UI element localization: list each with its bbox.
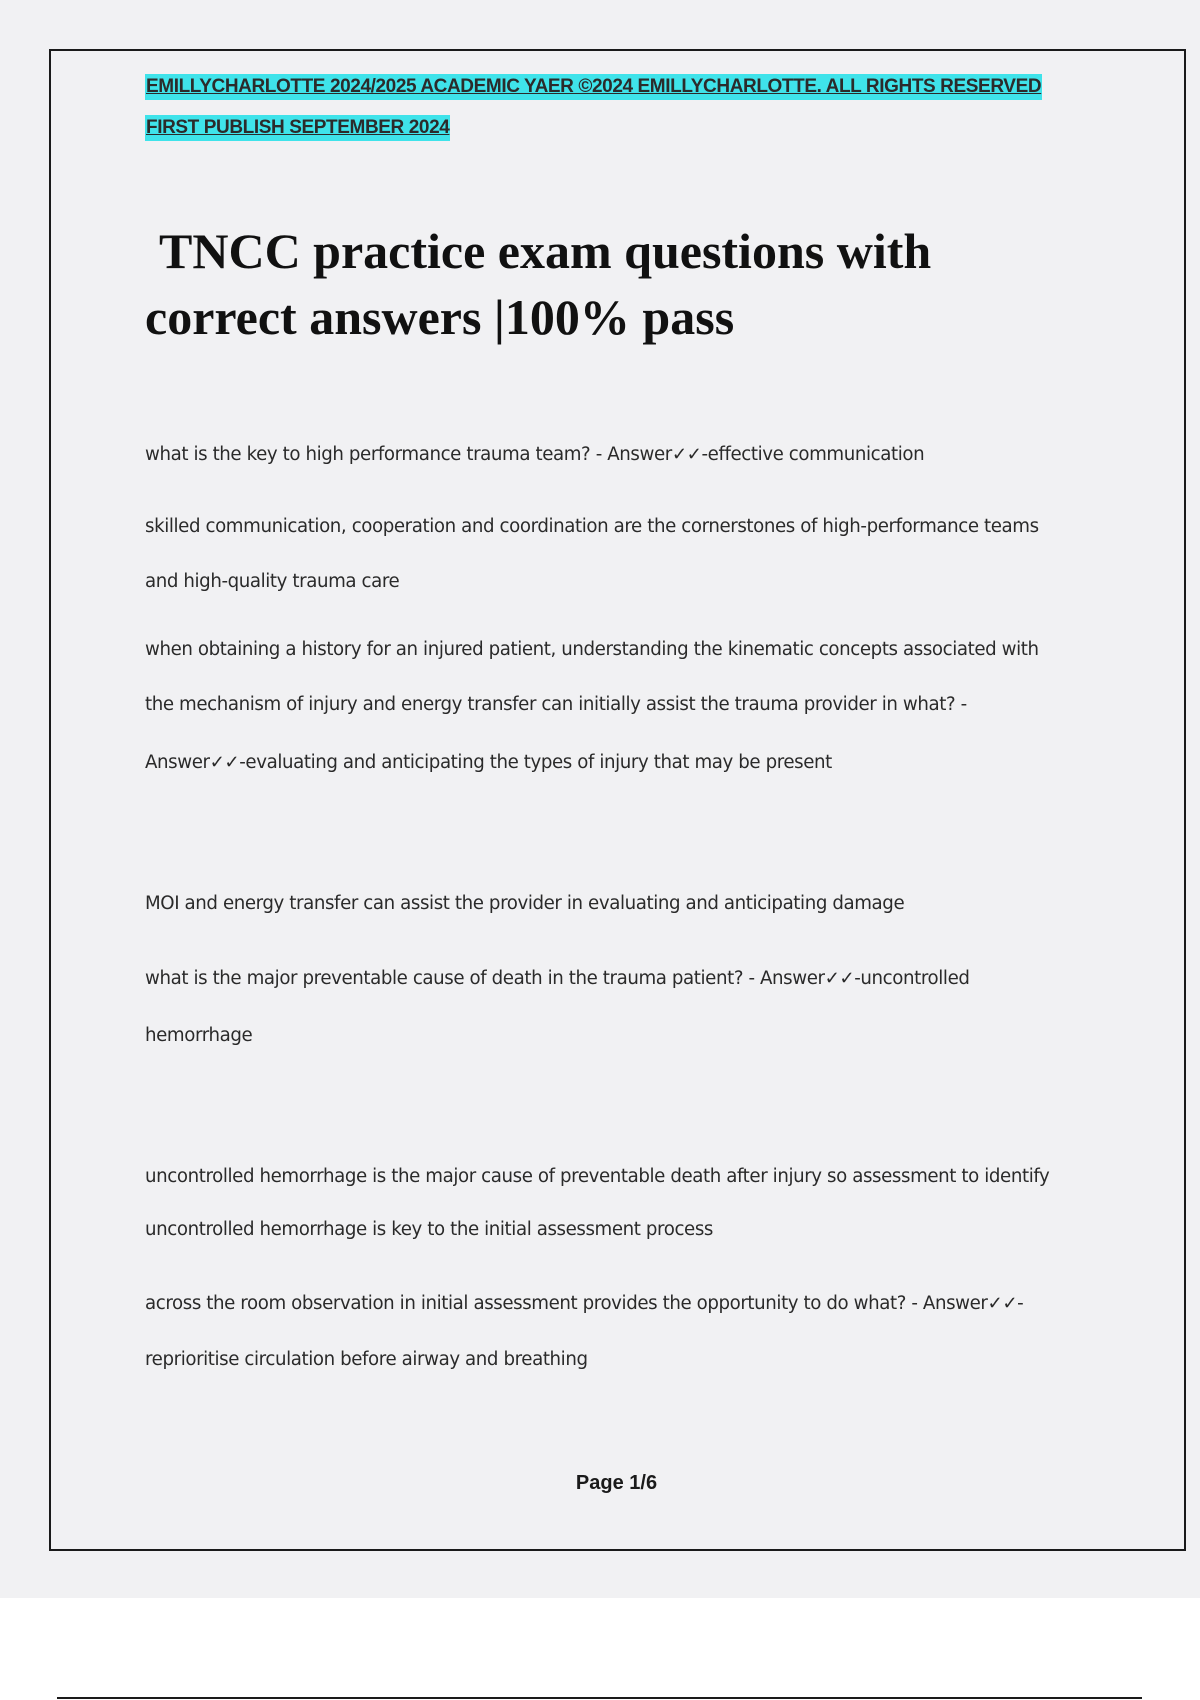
title-line-2: correct answers |100% pass	[145, 289, 735, 345]
question-4-line-1: across the room observation in initial assessment provides the opportunity to do what? - Answer✓✓-	[145, 1293, 1024, 1314]
title-line-1: TNCC practice exam questions with	[159, 223, 932, 279]
question-2-line-3: Answer✓✓-evaluating and anticipating the types of injury that may be present	[145, 752, 832, 773]
document-title	[145, 218, 1125, 350]
page-number: Page 1/6	[575, 1472, 658, 1494]
explanation-2-line-1: MOI and energy transfer can assist the provider in evaluating and anticipating damage	[145, 893, 905, 914]
question-2-line-2: the mechanism of injury and energy transfer can initially assist the trauma provider in what? -	[145, 694, 967, 715]
question-1-line-1: what is the key to high performance trauma team? - Answer✓✓-effective communication	[145, 444, 925, 465]
next-page-top-border	[57, 1697, 1142, 1699]
question-4-line-2: reprioritise circulation before airway and breathing	[145, 1349, 588, 1370]
explanation-3-line-1: uncontrolled hemorrhage is the major cause of preventable death after injury so assessment to identify	[145, 1166, 1050, 1187]
copyright-header: EMILLYCHARLOTTE 2024/2025 ACADEMIC YAER ©2024 EMILLYCHARLOTTE. ALL RIGHTS RESERVED	[145, 74, 1042, 100]
publish-date-header: FIRST PUBLISH SEPTEMBER 2024	[145, 115, 450, 141]
explanation-3-line-2: uncontrolled hemorrhage is key to the initial assessment process	[145, 1219, 713, 1240]
question-2-line-1: when obtaining a history for an injured patient, understanding the kinematic concepts associated with	[145, 639, 1039, 660]
explanation-1-line-1: skilled communication, cooperation and coordination are the cornerstones of high-performance teams	[145, 516, 1039, 537]
question-3-line-1: what is the major preventable cause of death in the trauma patient? - Answer✓✓-uncontrolled	[145, 968, 970, 989]
question-3-line-2: hemorrhage	[145, 1025, 253, 1046]
explanation-1-line-2: and high-quality trauma care	[145, 571, 400, 592]
